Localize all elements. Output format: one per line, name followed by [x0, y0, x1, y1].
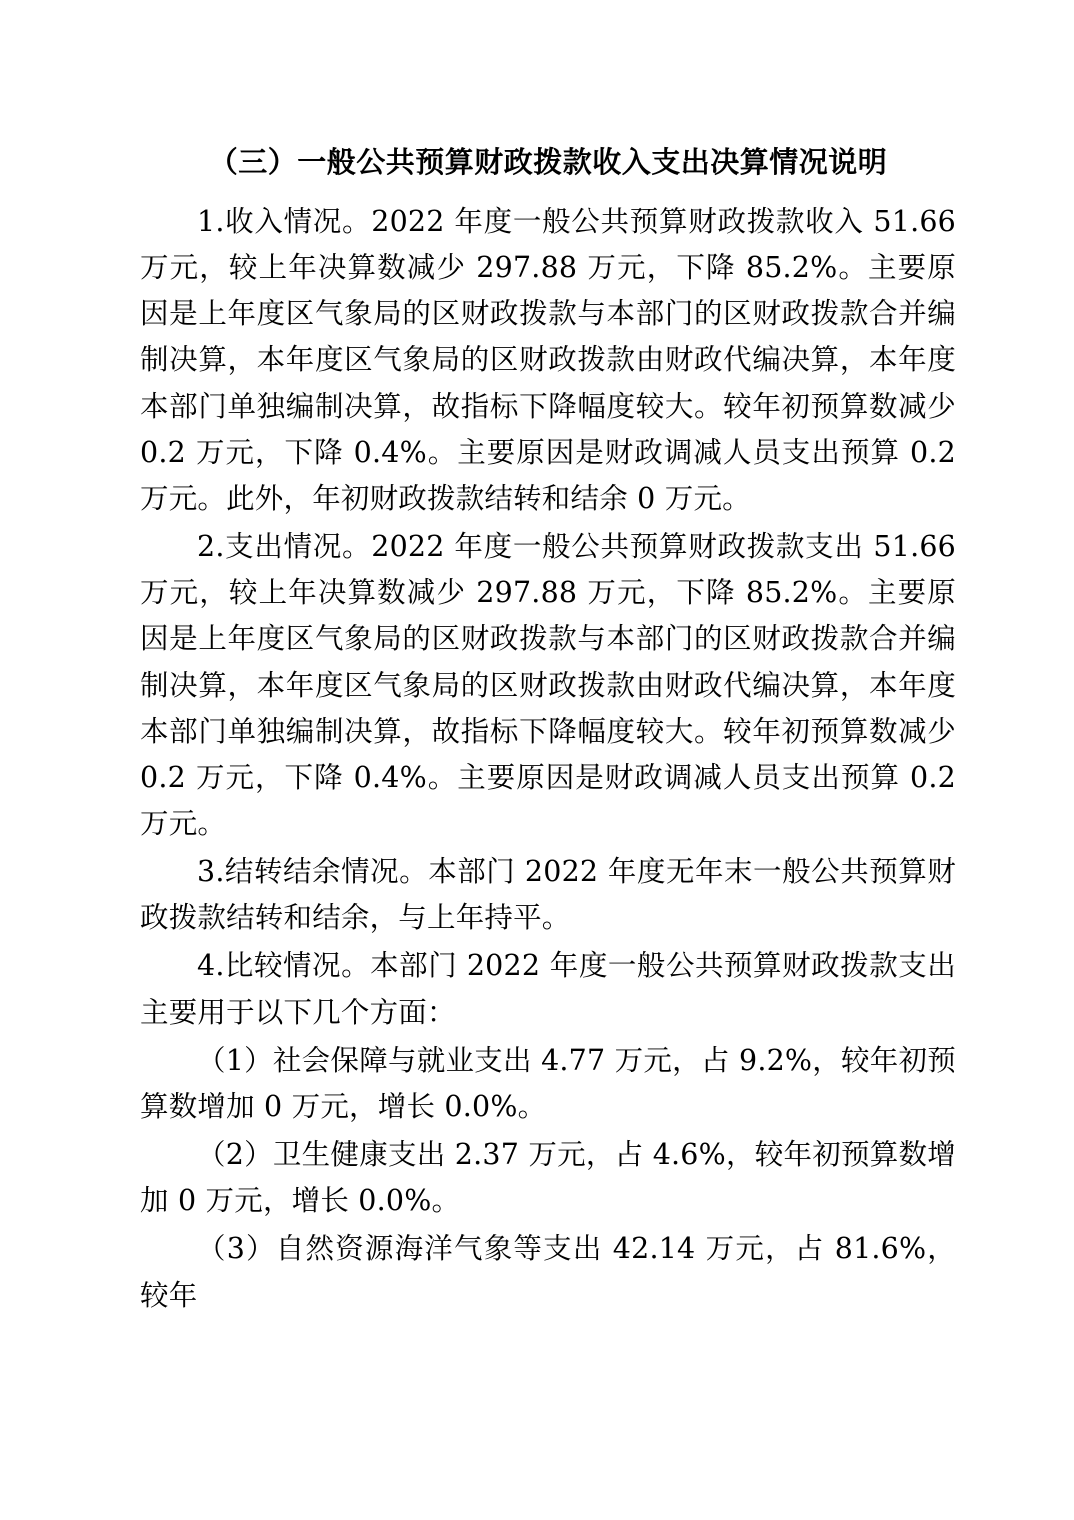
paragraph-expenditure: 2.支出情况。2022 年度一般公共预算财政拨款支出 51.66 万元，较上年决算数减少 297.88 万元，下降 85.2%。主要原因是上年度区气象局的区财政拨款与本部门的区财政拨款合并编制决算，本年度区气象局的区财政拨款由财政代编决算，本年度本部门单独编制决算，故指标下降幅度较大。较年初预算数减少 0.2 万元，下降 0.4%。主要原因是财政调减人员支出预算 0.2 万元。 — [140, 530, 956, 840]
paragraph-comparison: 4.比较情况。本部门 2022 年度一般公共预算财政拨款支出主要用于以下几个方面： — [140, 949, 956, 1029]
paragraph-income: 1.收入情况。2022 年度一般公共预算财政拨款收入 51.66 万元，较上年决算数减少 297.88 万元，下降 85.2%。主要原因是上年度区气象局的区财政拨款与本部门的区财政拨款合并编制决算，本年度区气象局的区财政拨款由财政代编决算，本年度本部门单独编制决算，故指标下降幅度较大。较年初预算数减少 0.2 万元，下降 0.4%。主要原因是财政调减人员支出预算 0.2 万元。此外，年初财政拨款结转和结余 0 万元。 — [140, 204, 956, 515]
section-heading: （三）一般公共预算财政拨款收入支出决算情况说明 — [208, 145, 888, 179]
paragraph-carryover: 3.结转结余情况。本部门 2022 年度无年末一般公共预算财政拨款结转和结余，与上年持平。 — [140, 855, 956, 935]
paragraph-item-1: （1）社会保障与就业支出 4.77 万元，占 9.2%，较年初预算数增加 0 万元，增长 0.0%。 — [140, 1043, 956, 1123]
paragraph-item-2: （2）卫生健康支出 2.37 万元，占 4.6%，较年初预算数增加 0 万元，增长 0.0%。 — [140, 1138, 956, 1218]
paragraph-item-3: （3）自然资源海洋气象等支出 42.14 万元，占 81.6%，较年 — [140, 1232, 956, 1312]
